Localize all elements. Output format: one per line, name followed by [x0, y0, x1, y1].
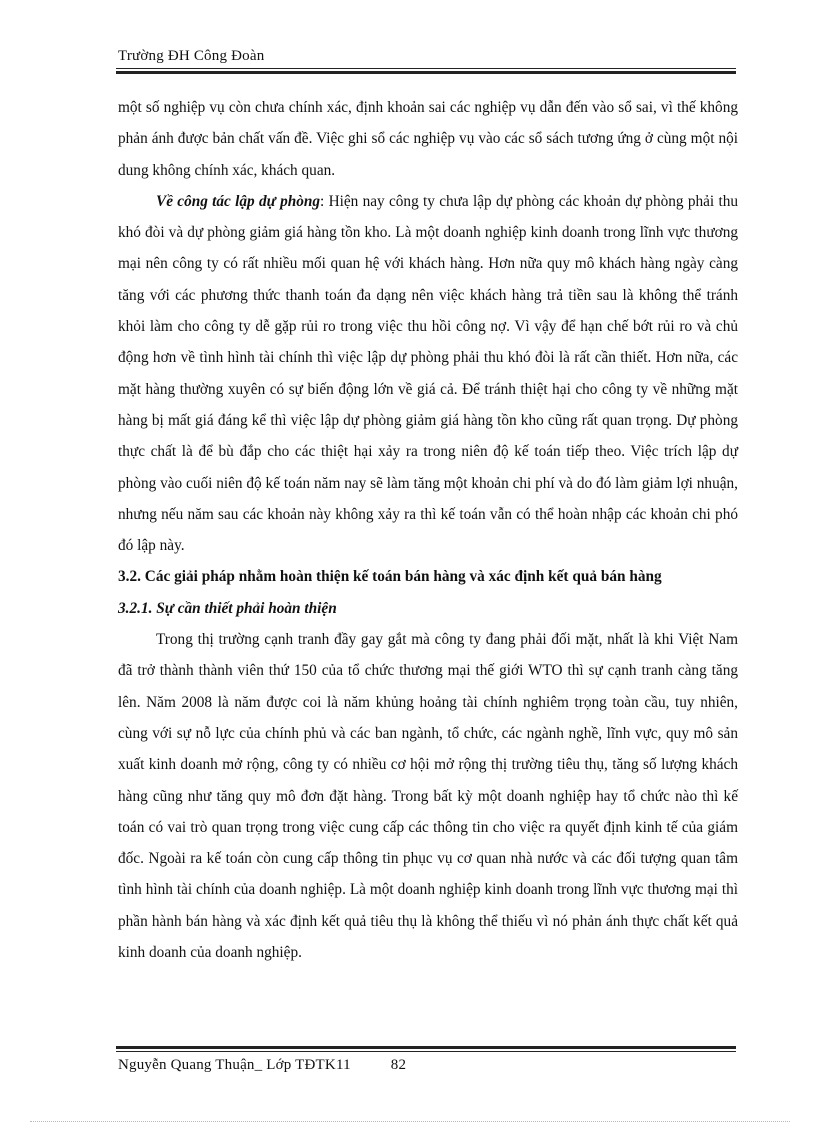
page-number: 82 [390, 1057, 407, 1073]
footer-author: Nguyễn Quang Thuận_ Lớp TĐTK11 [118, 1057, 351, 1073]
page-header: Trường ĐH Công Đoàn [118, 48, 265, 64]
document-body [118, 92, 738, 968]
page-bottom-border [30, 1121, 790, 1122]
section-heading-3-2: 3.2. Các giải pháp nhằm hoàn thiện kế toán bán hàng và xác định kết quả bán hàng [118, 568, 662, 586]
section-heading-3-2-1: 3.2.1. Sự cần thiết phải hoàn thiện [118, 599, 337, 617]
paragraph-2-lead: Về công tác lập dự phòng [156, 192, 321, 210]
paragraph-1: một số nghiệp vụ còn chưa chính xác, định khoản sai các nghiệp vụ dẫn đến vào sổ sai, vì thế không phản ánh được bản chất vấn đề. Việc ghi sổ các nghiệp vụ vào các sổ sách tương ứng ở cùng một nội dung không chính xác, khách quan. [118, 99, 738, 179]
header-rule-thin [116, 68, 736, 69]
paragraph-2-text: : Hiện nay công ty chưa lập dự phòng các khoản dự phòng phải thu khó đòi và dự phòng giảm giá hàng tồn kho. Là một doanh nghiệp kinh doanh trong lĩnh vực thương mại nên công ty có rất nhiều mối quan hệ với khách hàng. Hơn nữa quy mô khách hàng ngày càng tăng với các phương thức thanh toán đa dạng nên việc khách hàng trả tiền sau là không thể tránh khỏi làm cho công ty dễ gặp rủi ro trong việc thu hồi công nợ. Vì vậy để hạn chế bớt rủi ro và chủ động hơn về tình hình tài chính thì việc lập dự phòng phải thu khó đòi là rất cần thiết. Hơn nữa, các mặt hàng thường xuyên có sự biến động lớn về giá cả. Để tránh thiệt hại cho công ty về những mặt hàng bị mất giá đáng kể thì việc lập dự phòng giảm giá hàng tồn kho cũng rất quan trọng. Dự phòng thực chất là để bù đắp cho các thiệt hại xảy ra trong niên độ kế toán tiếp theo. Việc trích lập dự phòng vào cuối niên độ kế toán năm nay sẽ làm tăng một khoản chi phí và do đó làm giảm lợi nhuận, nhưng nếu năm sau các khoản này không xảy ra thì kế toán vẫn có thể hoàn nhập các khoản chi phó đó lập này. [118, 192, 738, 555]
footer-rule-thin [116, 1051, 736, 1052]
header-rule-thick [116, 71, 736, 74]
footer-rule-thick [116, 1046, 736, 1049]
paragraph-2 [118, 186, 738, 562]
page-footer [118, 1057, 406, 1074]
paragraph-3: Trong thị trường cạnh tranh đầy gay gắt mà công ty đang phải đối mặt, nhất là khi Việt Nam đã trở thành thành viên thứ 150 của tổ chức thương mại thế giới WTO thì sự cạnh tranh càng tăng lên. Năm 2008 là năm được coi là năm khủng hoảng tài chính nghiêm trọng toàn cầu, tuy nhiên, cùng với sự nỗ lực của chính phủ và các ban ngành, tổ chức, các ngành nghề, lĩnh vực, quy mô sản xuất kinh doanh mở rộng, công ty có nhiều cơ hội mở rộng thị trường tiêu thụ, tăng số lượng khách hàng cũng như tăng quy mô đơn đặt hàng. Trong bất kỳ một doanh nghiệp hay tổ chức nào thì kế toán có vai trò quan trọng trong việc cung cấp các thông tin cho việc ra quyết định kinh tế của giám đốc. Ngoài ra kế toán còn cung cấp thông tin phục vụ cơ quan nhà nước và các đối tượng quan tâm tình hình tài chính của doanh nghiệp. Là một doanh nghiệp kinh doanh trong lĩnh vực thương mại thì phần hành bán hàng và xác định kết quả tiêu thụ là không thể thiếu vì nó phản ánh thực chất kết quả kinh doanh của doanh nghiệp. [118, 631, 738, 962]
